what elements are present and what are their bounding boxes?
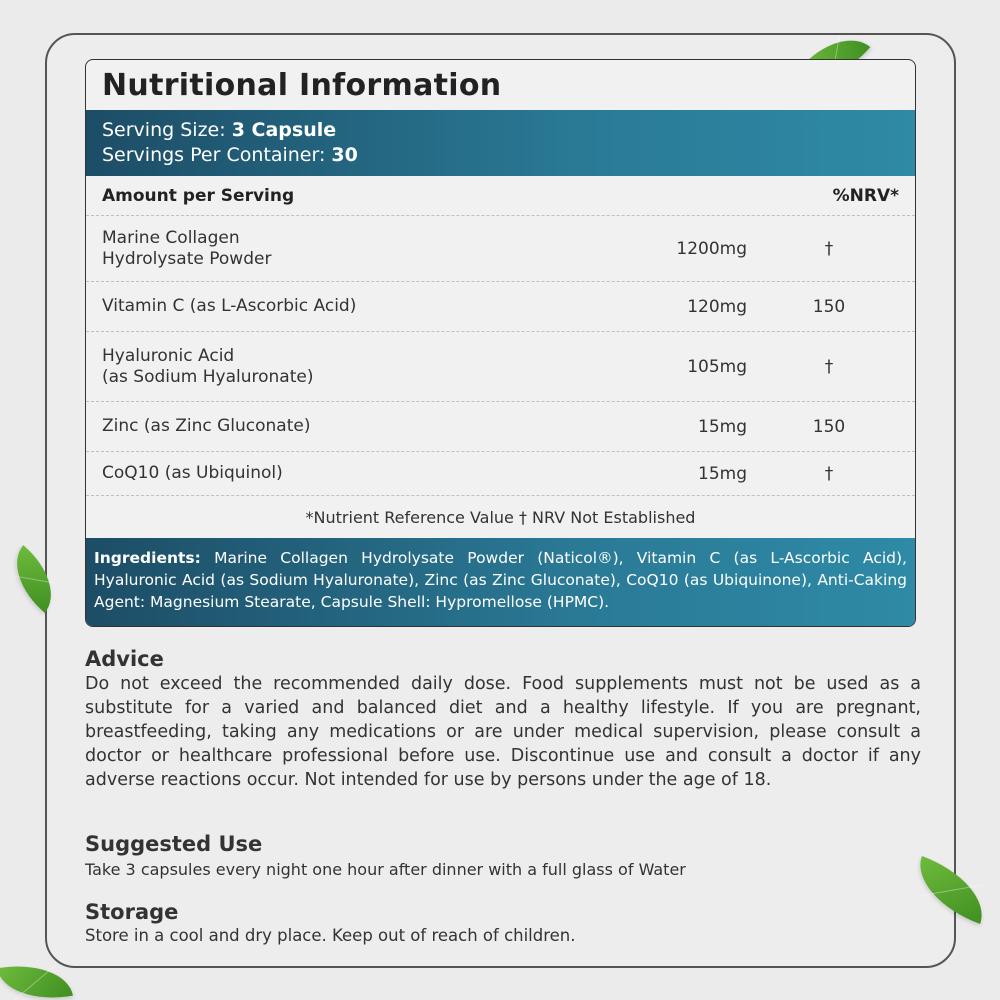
header-nrv: %NRV*	[832, 185, 899, 206]
nutrient-amount: 15mg	[698, 416, 747, 437]
table-row	[86, 332, 915, 402]
nutrient-name	[102, 463, 619, 484]
storage-text: Store in a cool and dry place. Keep out of reach of children.	[85, 926, 576, 945]
nutrient-nrv: †	[824, 238, 834, 259]
servings-per-container-label: Servings Per Container:	[102, 144, 326, 166]
serving-size-value: 3 Capsule	[231, 119, 337, 141]
advice-section	[85, 646, 921, 792]
nutrient-name	[102, 416, 619, 437]
nutrient-amount: 1200mg	[676, 238, 747, 259]
nutrient-amount: 15mg	[698, 463, 747, 484]
nutrient-nrv: 150	[812, 296, 846, 317]
suggested-use-section	[85, 831, 921, 883]
serving-size-label: Serving Size:	[102, 119, 226, 141]
advice-text: Do not exceed the recommended daily dose. Food supplements must not be used as a substitute for a varied and balanced diet and a healthy lifestyle. If you are pregnant, breastfeeding, taking any medications or are under medical supervision, please consult a doctor or healthcare professional before use. Discontinue use and consult a doctor if any adverse reactions occur. Not intended for use by persons under the age of 18.	[85, 674, 921, 790]
servings-per-container-value: 30	[331, 144, 358, 166]
table-row	[86, 282, 915, 332]
nutrient-name-line1: CoQ10 (as Ubiquinol)	[102, 463, 283, 483]
table-header	[86, 176, 915, 216]
header-amount: Amount per Serving	[102, 185, 295, 206]
nutrient-name	[102, 228, 619, 270]
nutrient-name	[102, 346, 619, 388]
nutrient-name-line1: Zinc (as Zinc Gluconate)	[102, 416, 311, 436]
table-row	[86, 402, 915, 452]
serving-size	[102, 118, 915, 143]
advice-heading: Advice	[85, 647, 164, 671]
nutrient-nrv: †	[824, 463, 834, 484]
nutrient-name-line1: Marine Collagen	[102, 227, 240, 248]
ingredients-section	[86, 538, 915, 626]
suggested-use-text: Take 3 capsules every night one hour after dinner with a full glass of Water	[85, 860, 686, 879]
suggested-use-heading: Suggested Use	[85, 832, 263, 856]
nutrient-name-line2: (as Sodium Hyaluronate)	[102, 366, 314, 387]
serving-info	[86, 110, 915, 176]
nutrient-name-line2: Hydrolysate Powder	[102, 248, 272, 269]
table-row	[86, 216, 915, 282]
nutrition-panel	[85, 59, 916, 627]
nutrient-name-line1: Hyaluronic Acid	[102, 345, 235, 366]
nrv-footnote: *Nutrient Reference Value † NRV Not Established	[305, 507, 696, 527]
nutrient-name-line1: Vitamin C (as L-Ascorbic Acid)	[102, 296, 357, 316]
nutrient-nrv: †	[824, 356, 834, 377]
nutrient-nrv: 150	[812, 416, 846, 437]
nutrient-name	[102, 296, 619, 317]
panel-title: Nutritional Information	[102, 68, 502, 103]
nutrient-amount: 105mg	[687, 356, 747, 377]
storage-section	[85, 899, 921, 947]
table-row	[86, 452, 915, 496]
storage-heading: Storage	[85, 900, 179, 924]
ingredients-text: Marine Collagen Hydrolysate Powder (Naticol®), Vitamin C (as L-Ascorbic Acid), Hyaluronic Acid (as Sodium Hyaluronate), Zinc (as Zinc Gluconate), CoQ10 (as Ubiquinone), Anti-Caking Agent: Magnesium Stearate, Capsule Shell: Hypromellose (HPMC).	[94, 549, 907, 611]
servings-per-container	[102, 143, 915, 168]
nutrient-amount: 120mg	[687, 296, 747, 317]
ingredients-label: Ingredients:	[94, 549, 201, 567]
